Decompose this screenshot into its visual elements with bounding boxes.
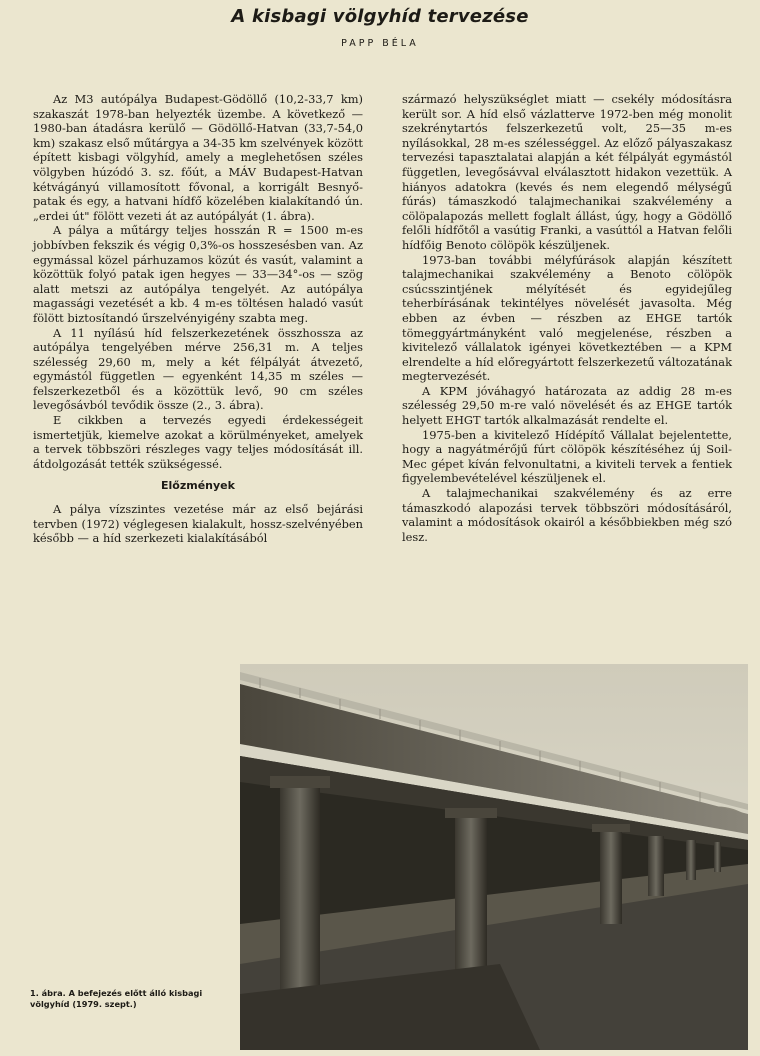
paragraph: A 11 nyílású híd felszerkezetének összhossza az autópálya tengelyében mérve 256,31 m. A teljes szélesség 29,60 m, mely a két félpályát átvezető, egymástól független — egyenként 14,35 m széles — felszerkezetből és a közöttük levő, 90 cm széles levegősávból tevődik össze (2., 3. ábra).: [33, 325, 363, 413]
paragraph: A pálya vízszintes vezetése már az első bejárási tervben (1972) véglegesen kialakult, hossz-szelvényében később — a híd szerkezeti kialakításából: [33, 502, 363, 546]
paragraph: A talajmechanikai szakvélemény és az erre támaszkodó alapozási tervek többszöri módosításáról, valamint a módosítások okairól a későbbiekben még szó lesz.: [402, 486, 732, 544]
article-title: A kisbagi völgyhíd tervezése: [231, 6, 529, 27]
bridge-photo: [240, 664, 748, 1050]
paragraph: E cikkben a tervezés egyedi érdekességeit ismertetjük, kiemelve azokat a körülményeket, amelyek a tervek többszöri részleges vagy teljes módosítását ill. átdolgozását tették szükségessé.: [33, 413, 363, 471]
bridge-photo-illustration: [240, 664, 748, 1050]
paragraph: A pálya a műtárgy teljes hosszán R = 1500 m-es jobbívben fekszik és végig 0,3%-os hosszesésben van. Az egymással közel párhuzamos közút és vasút, valamint a közöttük folyó patak igen hegyes — 33—34°-os — szög alatt metszi az autópálya tengelyét. Az autópálya magassági vezetését a kb. 4 m-es töltésen haladó vasút fölött biztosítandó űrszelvényigény szabta meg.: [33, 223, 363, 325]
paragraph: származó helyszükséglet miatt — csekély módosításra került sor. A híd első vázlatterve 1972-ben még monolit szekrénytartós felszerkezetű volt, 25—35 m-es nyílásokkal, 28 m-es szélességgel. Az előző pályaszakasz tervezési tapasztalatai alapján a két félpályát egymástól független, levegősávval elválasztott hidakon vezettük. A hiányos adatokra (kevés és nem elegendő mélységű fúrás) támaszkodó talajmechanikai szakvélemény a cölöpalapozás mellett foglalt állást, úgy, hogy a Gödöllő felőli hídfőtől a vasútig Franki, a vasúttól a Hatvan felőli hídfőig Benoto cölöpök készüljenek.: [402, 92, 732, 252]
text-column-left: [33, 92, 363, 546]
figure-caption: 1. ábra. A befejezés előtt álló kisbagi völgyhíd (1979. szept.): [30, 988, 203, 1009]
section-heading: Előzmények: [161, 479, 235, 493]
paragraph: 1973-ban további mélyfúrások alapján készített talajmechanikai szakvélemény a Benoto cölöpök csúcsszintjének mélyítését és egyidejűleg teherbírásának tekintélyes növelését javasolta. Még ebben az évben — részben az EHGE tartók tömeggyártmányként való megjelenése, részben a kivitelező vállalatok igényei következtében — a KPM elrendelte a híd előregyártott felszerkezetű változatának megtervezését.: [402, 252, 732, 384]
text-column-right: [402, 92, 732, 544]
paragraph: A KPM jóváhagyó határozata az addig 28 m-es szélesség 29,50 m-re való növelését és az EHGE tartók helyett EHGT tartók alkalmazását rendelte el.: [402, 383, 732, 428]
article-author: PAPP BÉLA: [341, 38, 419, 49]
paragraph: 1975-ben a kivitelező Hídépítő Vállalat bejelentette, hogy a nagyátmérőjű fúrt cölöpök készítéséhez új Soil-Mec gépet kíván felvonultatni, a kiviteli tervek a fentiek figyelembevételével készüljenek el.: [402, 427, 732, 486]
paragraph: Az M3 autópálya Budapest-Gödöllő (10,2-33,7 km) szakaszát 1978-ban helyezték üzembe. A következő — 1980-ban átadásra kerülő — Gödöllő-Hatvan (33,7-54,0 km) szakasz első műtárgya a 34-35 km szelvények között épített kisbagi völgyhíd, amely a meglehetősen széles völgyben húzódó 3. sz. főút, a MÁV Budapest-Hatvan kétvágányú villamosított fővonal, a korrigált Besnyő-patak és egy, a hatvani hídfő közelében kialakítandó ún. „erdei út" fölött vezeti át az autópályát (1. ábra).: [33, 92, 363, 223]
